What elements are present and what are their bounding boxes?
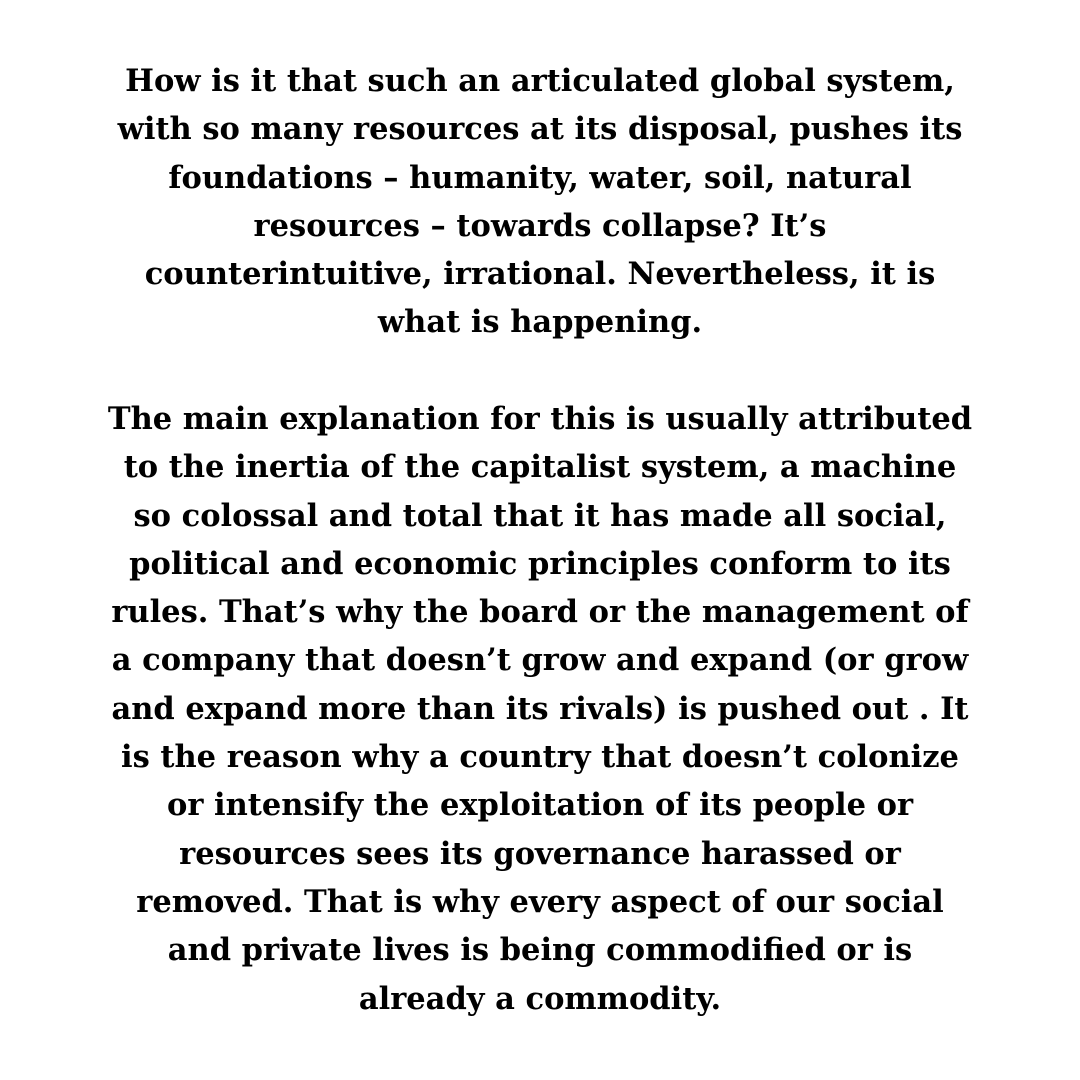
paragraph-line: political and economic principles conform to its	[129, 545, 951, 582]
paragraph-line: and private lives is being commodified or is	[167, 932, 913, 969]
paragraph-line: a company that doesn’t grow and expand (or grow	[111, 642, 969, 679]
paragraph-line: is the reason why a country that doesn’t colonize	[121, 739, 959, 776]
paragraph-line: already a commodity.	[358, 980, 722, 1017]
paragraph-line: foundations – humanity, water, soil, natural	[168, 159, 912, 196]
paragraph-line: counterintuitive, irrational. Nevertheless, it is	[144, 256, 936, 293]
paragraph-line: rules. That’s why the board or the management of	[111, 594, 969, 631]
paragraph-line: How is it that such an articulated global system,	[125, 63, 955, 99]
paragraph-line: or intensify the exploitation of its people or	[166, 787, 914, 824]
paragraph-line: with so many resources at its disposal, pushes its	[117, 111, 963, 148]
paragraph-line: to the inertia of the capitalist system, a machine	[123, 449, 957, 486]
paragraph-line: resources sees its governance harassed or	[179, 835, 901, 872]
paragraph-line: and expand more than its rivals) is pushed out . It	[111, 690, 969, 727]
paragraph-line: removed. That is why every aspect of our social	[136, 883, 944, 920]
paragraph-line: so colossal and total that it has made all social,	[133, 497, 947, 534]
paragraph-1	[40, 57, 1040, 347]
paragraph-line: The main explanation for this is usually attributed	[107, 401, 973, 437]
paragraph-line: what is happening.	[377, 304, 703, 341]
paragraph-line: resources – towards collapse? It’s	[253, 207, 827, 244]
paragraph-2	[40, 395, 1040, 1023]
